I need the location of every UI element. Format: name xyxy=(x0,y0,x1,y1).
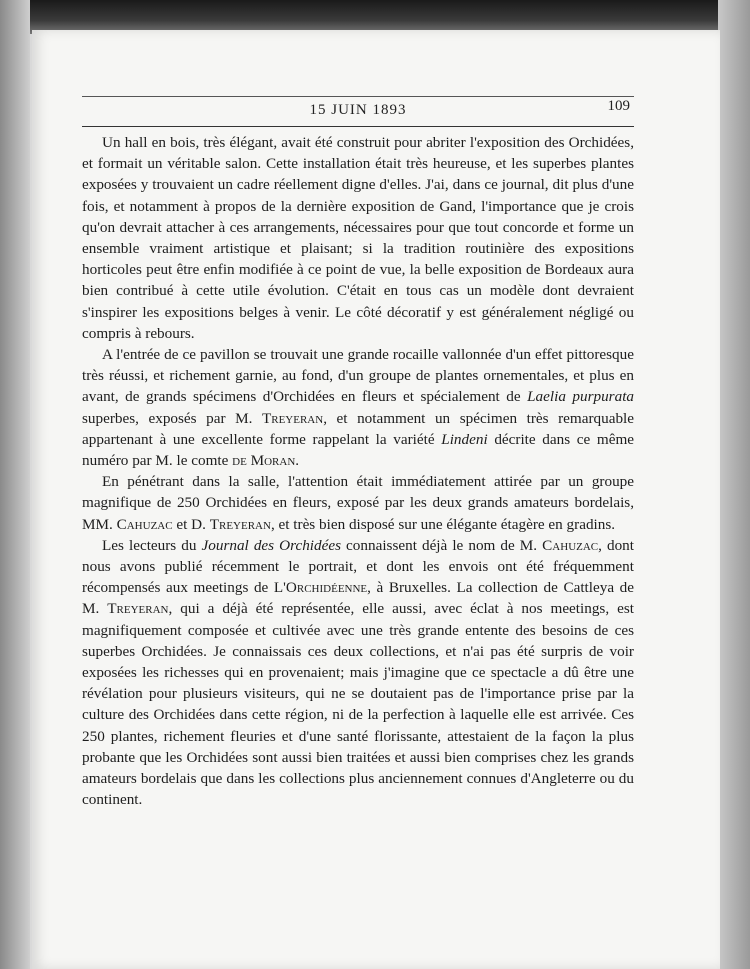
person-name: Cahuzac xyxy=(542,536,599,554)
text-run: , qui a déjà été représentée, elle aussi, avec éclat à nos meetings, est magnifiquement composée et cultivée avec une très grande entente des besoins de ces superbes Orchidées. Je connaissais ces deux collections, et n'ai pas été surpris de voir exposées les richesses qui en provenaient; mais j'imagine que ce spectacle a dû être une révélation pour plusieurs visiteurs, qui ne se doutaient pas de l'importance prise par la culture des Orchidées dans cette région, ni de la perfection à laquelle elle est arrivée. Ces 250 plantes, richement fleuries et d'une santé florissante, attestaient de la façon la plus probante que les Orchidées sont aussi bien traitées et aussi bien comprises chez les grands amateurs bordelais que dans les collections plus anciennement connues d'Angleterre ou du continent. xyxy=(82,600,634,809)
text-run: Les lecteurs du xyxy=(102,536,202,554)
paragraph-4 xyxy=(82,535,634,811)
text-run: et D. xyxy=(172,515,210,533)
text-run: superbes, exposés par M. xyxy=(82,409,262,427)
scan-border-left xyxy=(0,0,30,969)
text-run: connaissent déjà le nom de M. xyxy=(341,536,543,554)
body-text xyxy=(82,132,634,811)
person-name: Treyeran xyxy=(107,600,169,618)
running-header xyxy=(82,96,634,127)
text-run: , dont nous avons publié récemment le portrait, et dont les envois ont été fréquemment récompensés aux meetings de xyxy=(82,536,634,597)
variety-name: Lindeni xyxy=(441,430,488,448)
person-name: Treyeran xyxy=(209,515,271,533)
header-date: 15 JUIN 1893 xyxy=(309,102,407,118)
text-run: décrite dans ce même numéro par M. le comte xyxy=(82,430,634,470)
text-run: En pénétrant dans la salle, l'attention était immédiatement attirée par un groupe magnifique de 250 Orchidées en fleurs, exposé par les deux grands amateurs bordelais, MM. xyxy=(82,473,634,533)
page-number: 109 xyxy=(607,98,630,114)
person-name: Treyeran xyxy=(261,409,324,427)
paragraph-2 xyxy=(82,344,634,471)
society-name: L'Orchidéenne xyxy=(273,579,368,597)
paragraph-1 xyxy=(82,132,634,344)
scan-border-top xyxy=(0,0,750,34)
text-run: A l'entrée de ce pavillon se trouvait une grande rocaille vallonnée d'un effet pittoresque très réussi, et richement garnie, au fond, d'un groupe de plantes ornementales, et plus en avant, de grands spécimens d'Orchidées en fleurs et spécialement de xyxy=(82,346,634,406)
paragraph-3 xyxy=(82,471,634,535)
text-run: , et très bien disposé sur une élégante étagère en gradins. xyxy=(270,515,616,533)
text-run: , et notamment un spécimen très remarquable appartenant à une excellente forme rappelant la variété xyxy=(82,409,634,448)
journal-title: Journal des Orchidées xyxy=(201,536,341,554)
person-name: Cahuzac xyxy=(116,515,173,533)
text-run: . xyxy=(295,452,300,470)
species-name: Laelia purpurata xyxy=(527,388,635,406)
scan-border-right xyxy=(718,0,750,969)
person-name: de Moran xyxy=(232,452,296,470)
text-run: , à Bruxelles. La collection de Cattleya de M. xyxy=(82,579,634,618)
text-run: Un hall en bois, très élégant, avait été construit pour abriter l'exposition des Orchidées, et formait un véritable salon. Cette installation était très heureuse, et les superbes plantes exposées y trouvaient un cadre réellement digne d'elles. J'ai, dans ce journal, dit plus d'une fois, et notamment à propos de la dernière exposition de Gand, l'importance que je crois qu'on devrait attacher à ces arrangements, nécessaires pour que tout concorde et forme un ensemble vraiment artistique et plaisant; si la tradition routinière des expositions horticoles peut être enfin modifiée à ce point de vue, la belle exposition de Bordeaux aura bien contribué à cette utile évolution. C'était en tous cas un modèle dont devraient s'inspirer les expositions belges à venir. Le côté décoratif y est généralement négligé ou compris à rebours. xyxy=(82,134,634,342)
